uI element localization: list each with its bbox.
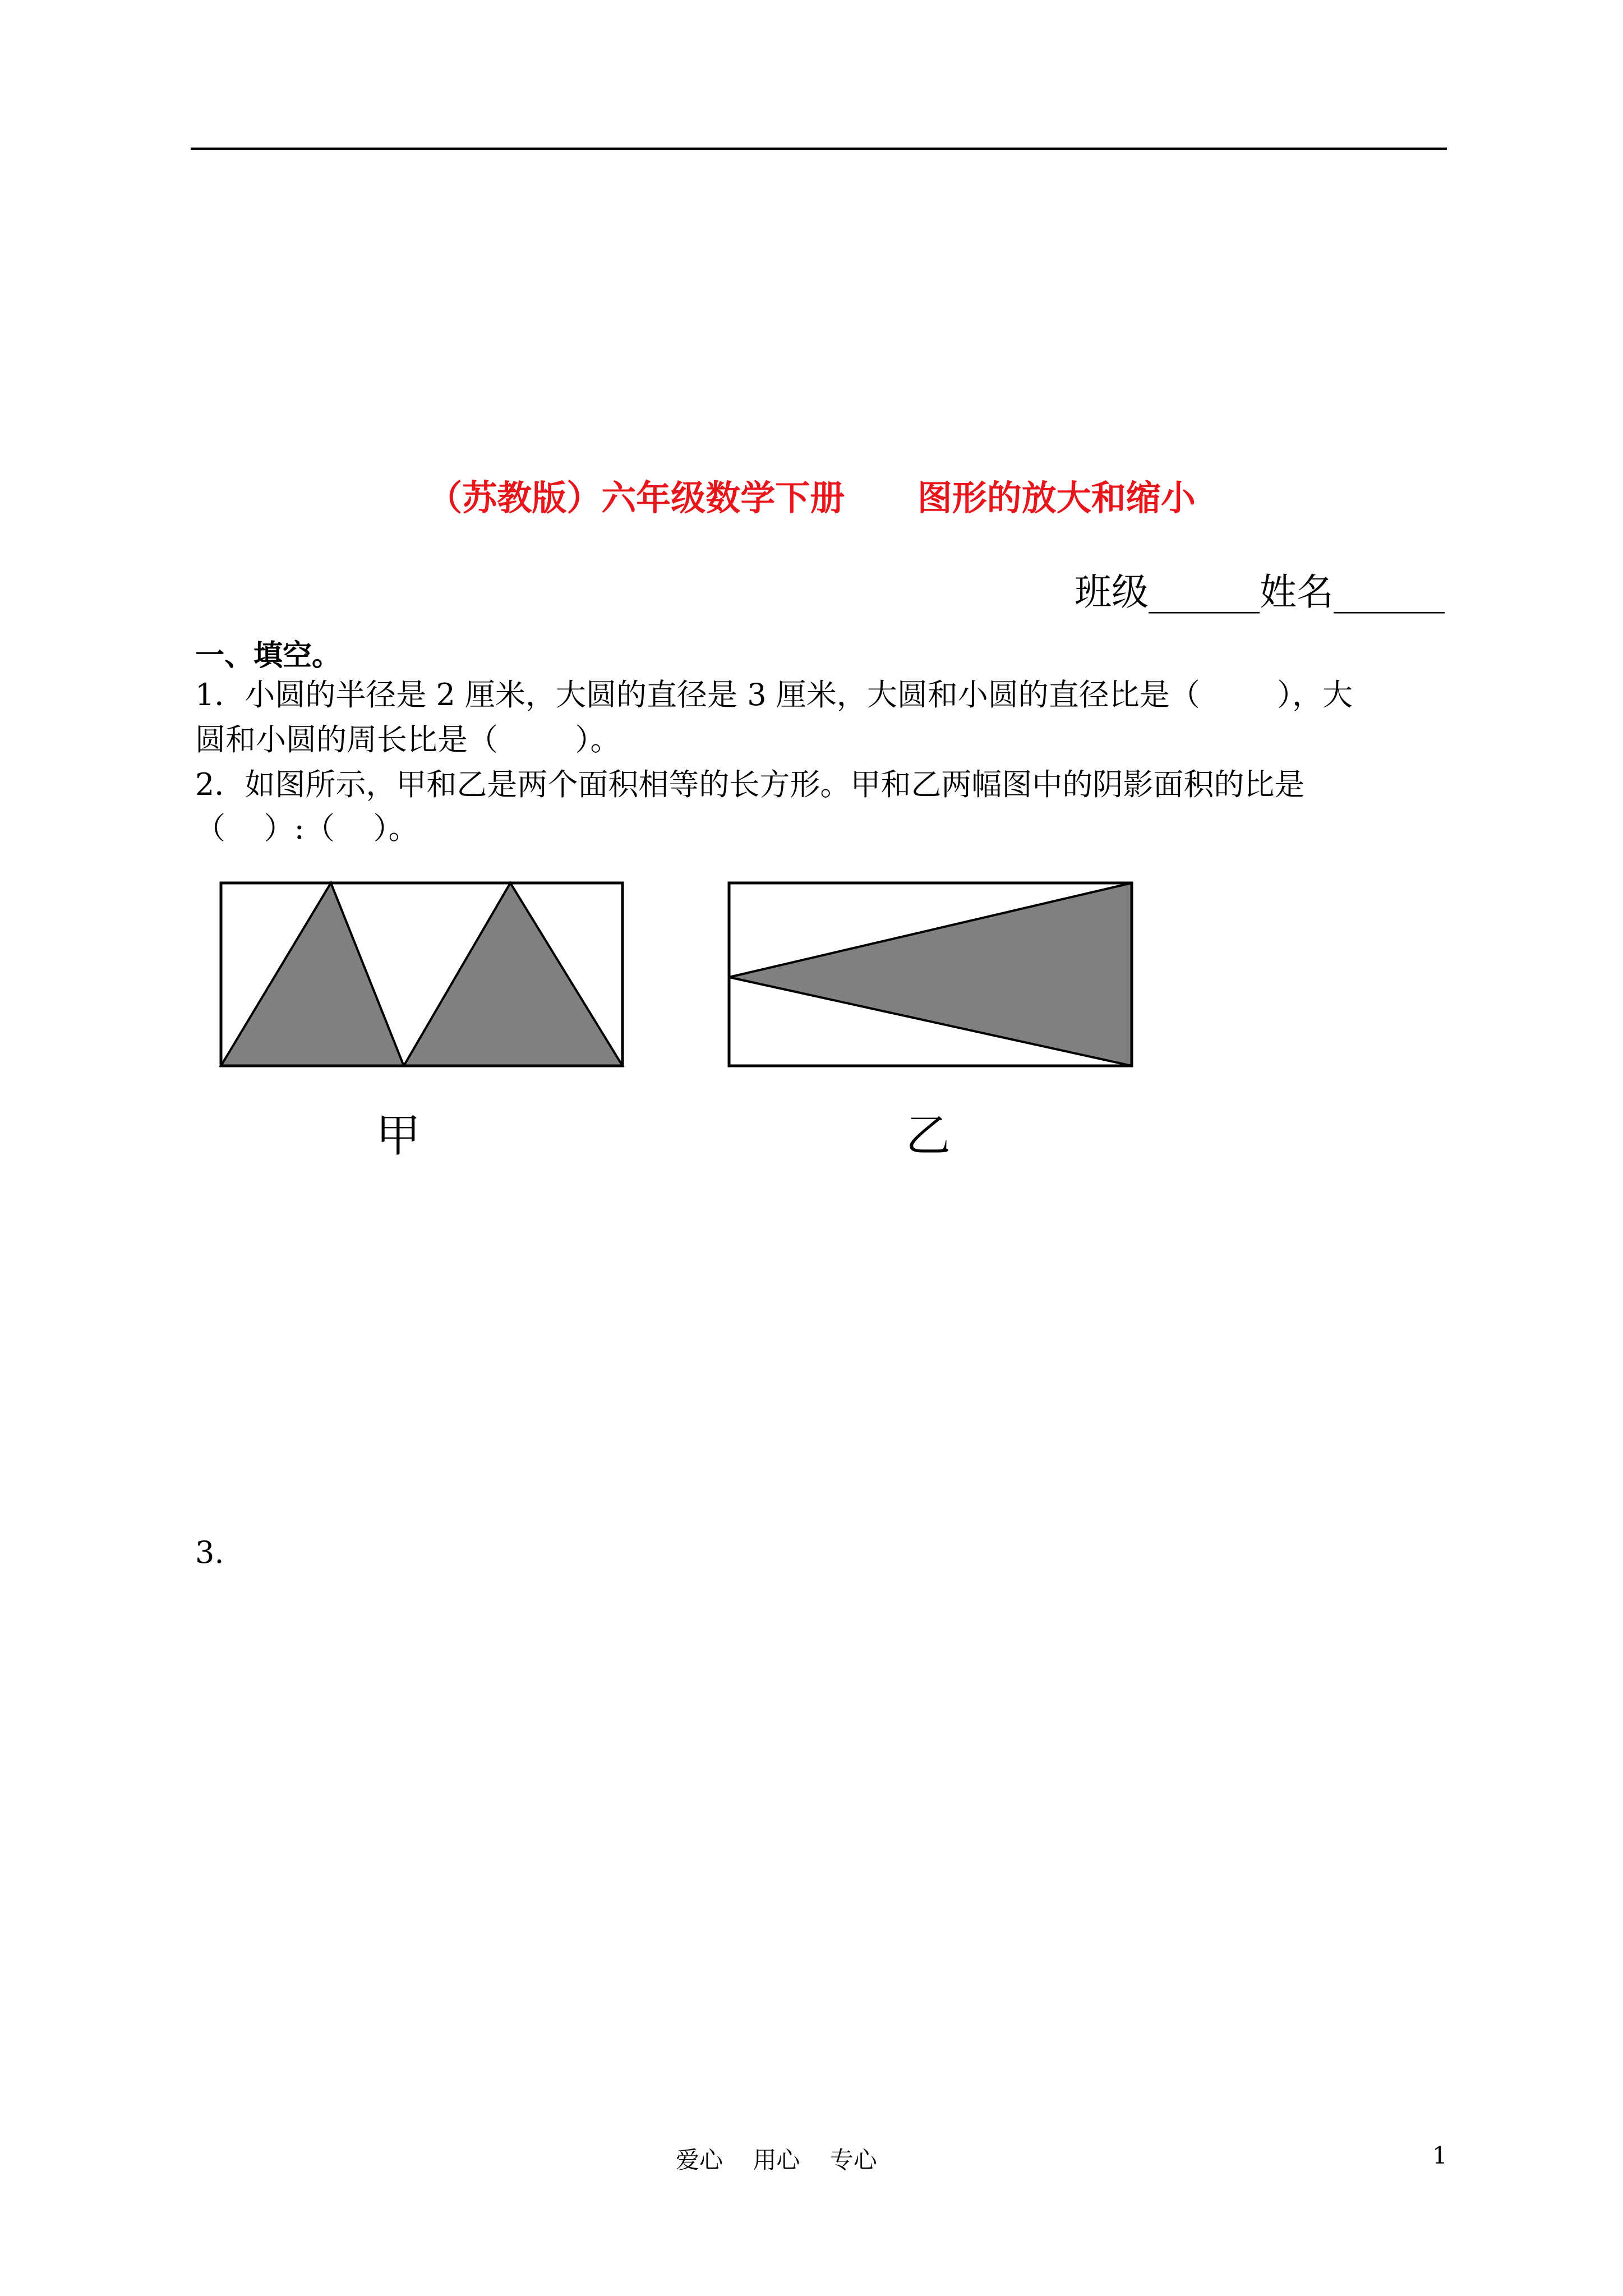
figure-jia bbox=[221, 883, 623, 1162]
rectangles-figure bbox=[213, 875, 1144, 1178]
page-number: 1 bbox=[1432, 2142, 1447, 2169]
header-rule bbox=[191, 148, 1447, 150]
jia-label: 甲 bbox=[376, 1110, 421, 1162]
class-name-line: 班级______姓名______ bbox=[1075, 570, 1445, 614]
question-2-line-2: （ ）:（ ）。 bbox=[195, 811, 419, 846]
jia-triangle-right bbox=[404, 883, 623, 1066]
figure-yi bbox=[729, 883, 1132, 1162]
question-2-line-1: 2．如图所示，甲和乙是两个面积相等的长方形。甲和乙两幅图中的阴影面积的比是 bbox=[195, 767, 1305, 802]
question-1-line-2: 圆和小圆的周长比是（ ）。 bbox=[195, 722, 621, 757]
yi-triangle bbox=[729, 883, 1132, 1066]
section-heading: 一、填空。 bbox=[195, 639, 342, 673]
footer-motto: 爱心 用心 专心 bbox=[676, 2146, 877, 2174]
page-title: （苏教版）六年级数学下册 图形的放大和缩小 bbox=[427, 477, 1196, 518]
yi-label: 乙 bbox=[906, 1110, 951, 1162]
jia-triangle-left bbox=[221, 883, 404, 1066]
question-1-line-1: 1．小圆的半径是 2 厘米，大圆的直径是 3 厘米，大圆和小圆的直径比是（ ），大 bbox=[195, 677, 1353, 712]
question-3: 3. bbox=[195, 1535, 224, 1570]
